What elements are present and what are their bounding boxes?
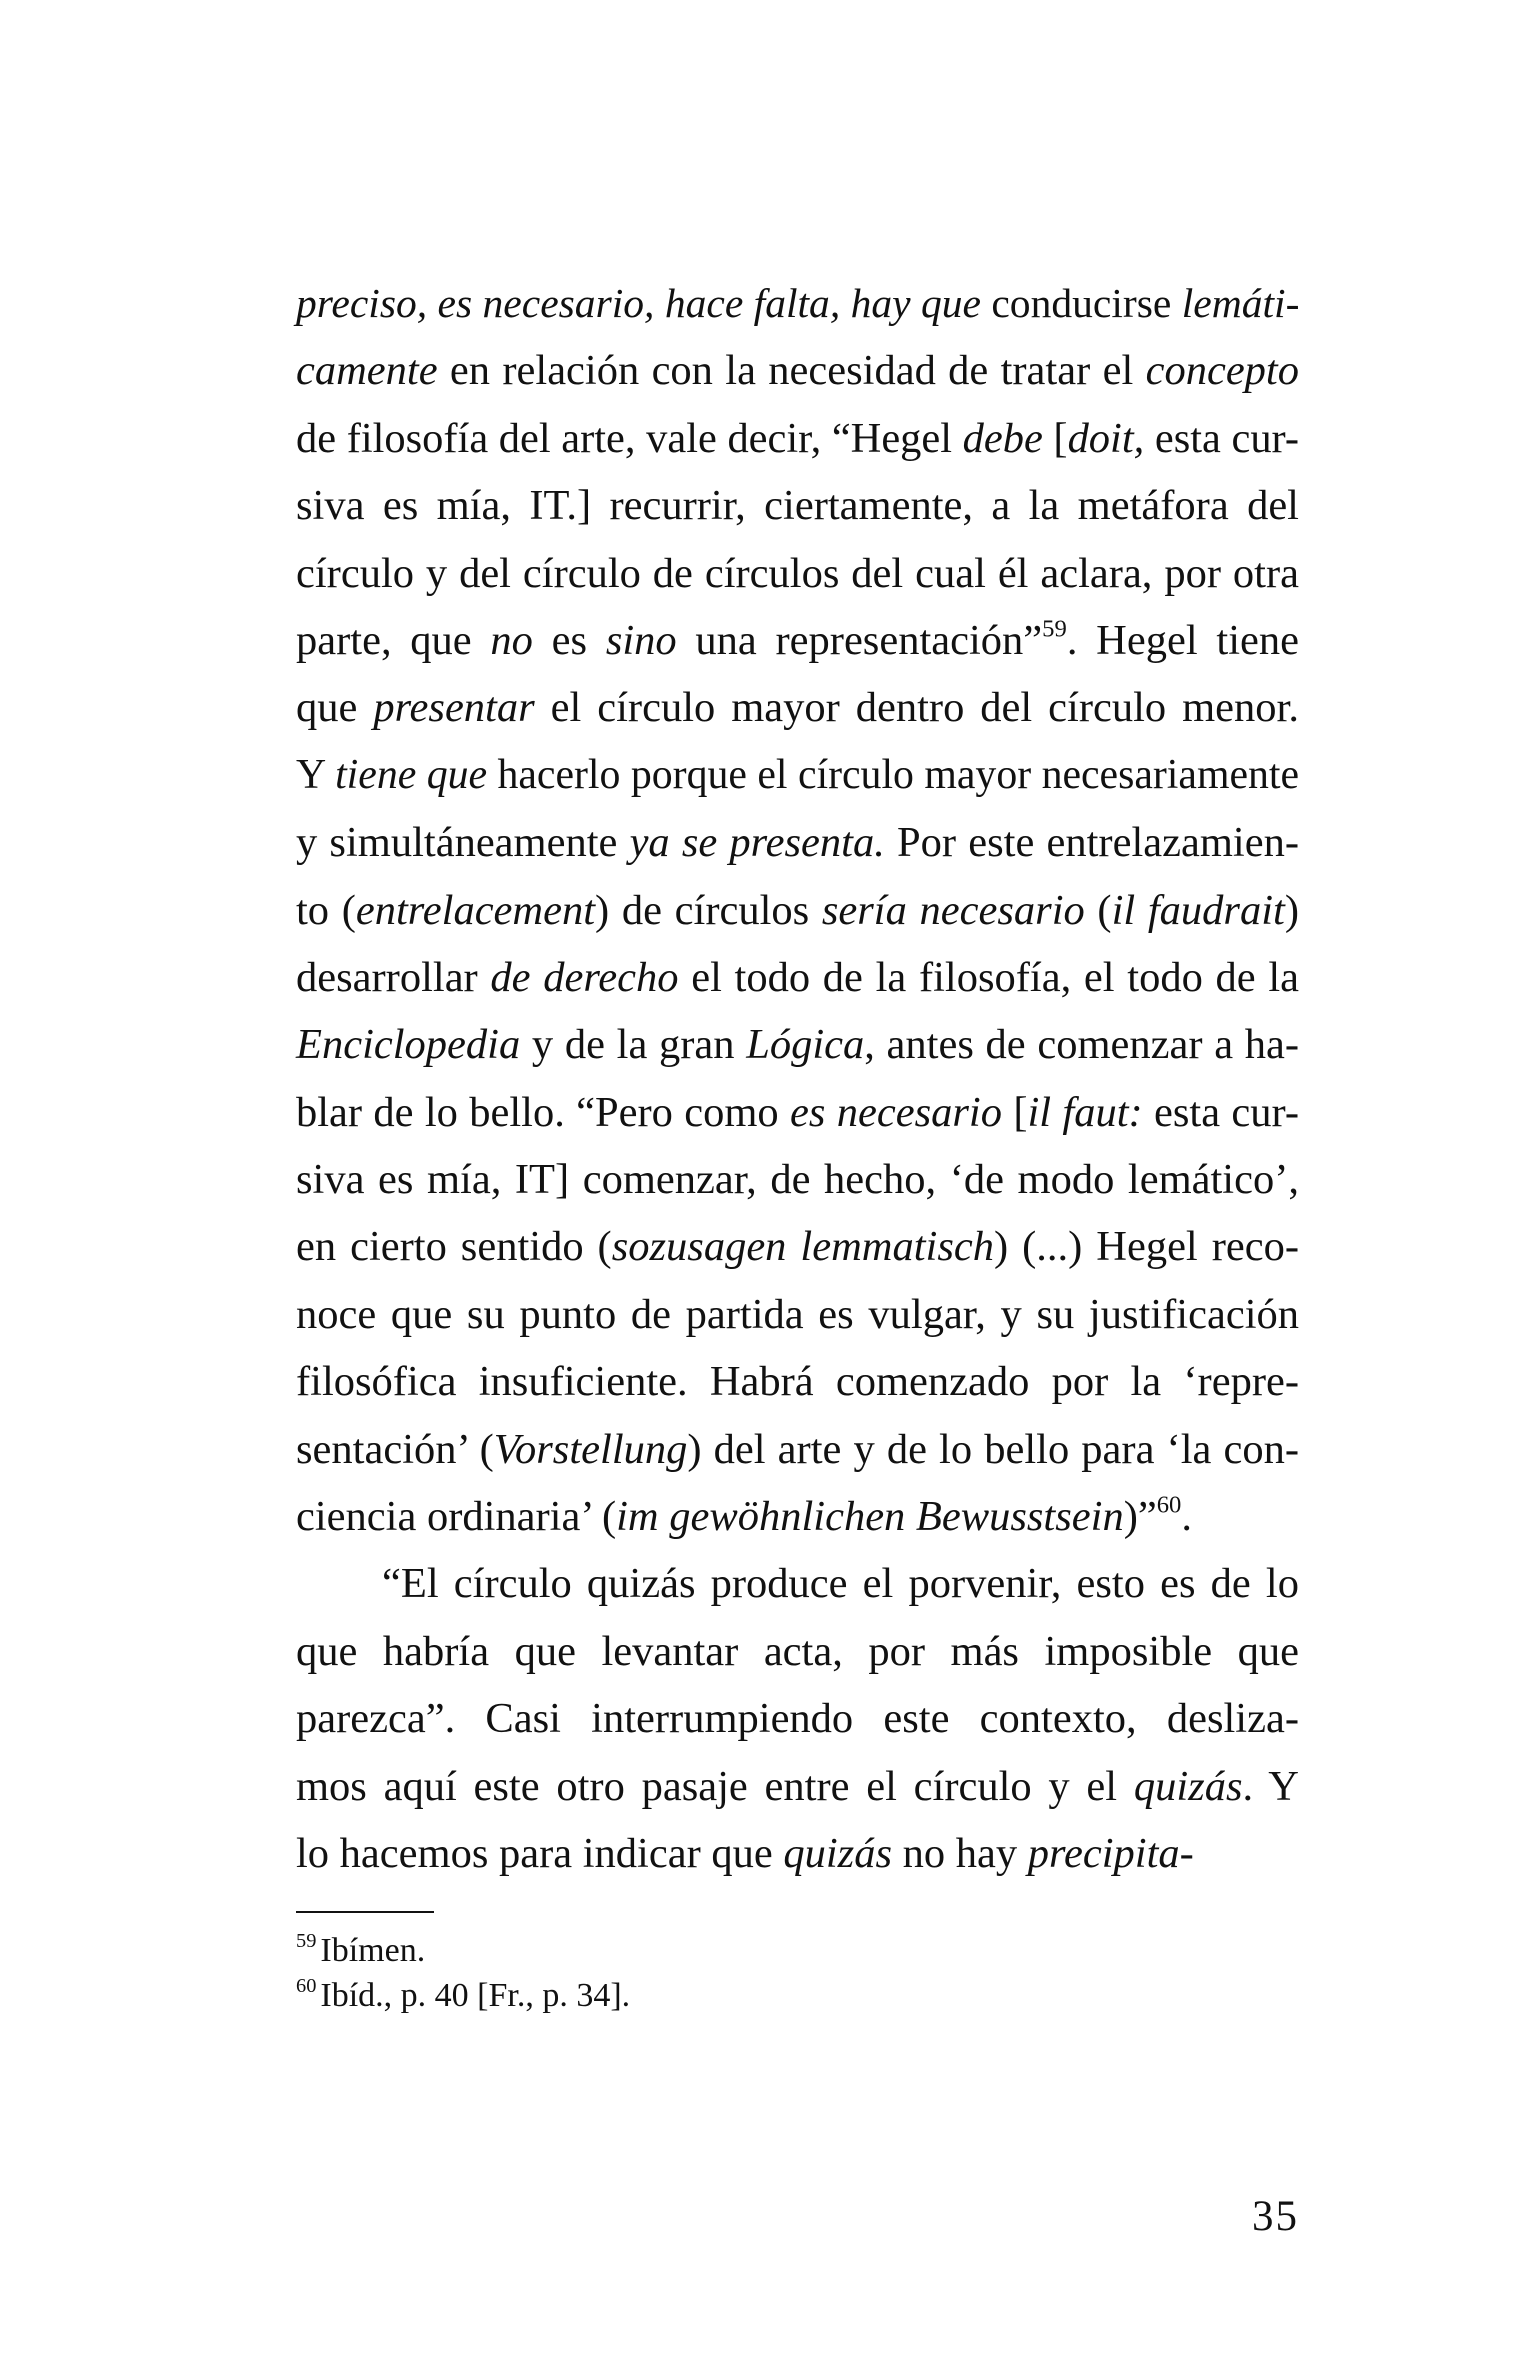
text-run: ) (...) Hegel reco- bbox=[993, 1223, 1299, 1271]
text-run: el todo de la filosofía, el todo de la bbox=[678, 953, 1299, 1001]
italic-text: precipita- bbox=[1027, 1829, 1194, 1877]
text-run: blar de lo bello. “Pero como bbox=[296, 1088, 791, 1136]
text-run: y de la gran bbox=[520, 1021, 747, 1069]
text-run: ) de círculos bbox=[595, 886, 822, 934]
footnotes bbox=[296, 1928, 1299, 2018]
footnote-number: 59 bbox=[296, 1930, 317, 1953]
footnote-text: Ibímen. bbox=[320, 1932, 426, 1969]
text-line bbox=[296, 944, 1299, 1011]
text-run: noce que su punto de partida es vulgar, y su justificación bbox=[296, 1290, 1299, 1338]
text-run: lo hacemos para indicar que bbox=[296, 1829, 784, 1877]
text-line bbox=[296, 1820, 1299, 1887]
text-line bbox=[296, 1483, 1299, 1550]
italic-text: concepto bbox=[1145, 347, 1299, 395]
italic-text: de derecho bbox=[490, 953, 679, 1001]
footnote-separator bbox=[296, 1911, 434, 1913]
text-run: filosófica insuficiente. Habrá comenzado por la ‘repre- bbox=[296, 1358, 1299, 1406]
italic-text: entrelacement bbox=[355, 886, 596, 934]
text-run: [ bbox=[1042, 414, 1068, 462]
text-run: sentación’ ( bbox=[296, 1425, 494, 1473]
text-run: ( bbox=[1084, 886, 1112, 934]
text-line bbox=[296, 1213, 1299, 1280]
italic-text: sería necesario bbox=[821, 886, 1085, 934]
italic-text: quizás bbox=[1133, 1762, 1243, 1810]
text-run: [ bbox=[1001, 1088, 1028, 1136]
text-line bbox=[296, 809, 1299, 876]
italic-text: quizás bbox=[783, 1829, 893, 1877]
text-run: ciencia ordinaria’ ( bbox=[296, 1493, 617, 1541]
text-run: ) bbox=[1284, 886, 1299, 934]
text-line bbox=[296, 472, 1299, 539]
text-line bbox=[296, 1753, 1299, 1820]
italic-text: sozusagen lemmatisch bbox=[611, 1223, 994, 1271]
text-run: Por este entrelazamien- bbox=[884, 819, 1299, 867]
text-run: el círculo mayor dentro del círculo menor. bbox=[534, 684, 1299, 732]
text-line bbox=[296, 270, 1299, 337]
text-run: que bbox=[296, 684, 374, 732]
text-run: mos aquí este otro pasaje entre el círculo y el bbox=[296, 1762, 1134, 1810]
italic-text: ya se presenta. bbox=[629, 819, 885, 867]
text-line bbox=[296, 742, 1299, 809]
text-line bbox=[296, 1550, 1299, 1617]
text-run: en relación con la necesidad de tratar el bbox=[437, 347, 1146, 395]
text-run: Y bbox=[296, 751, 336, 798]
italic-text: es necesario bbox=[790, 1088, 1002, 1136]
text-run: conducirse bbox=[980, 280, 1182, 326]
text-run: en cierto sentido ( bbox=[296, 1223, 612, 1271]
text-line bbox=[296, 607, 1299, 674]
italic-text: lemáti- bbox=[1181, 280, 1300, 326]
text-run: y simultáneamente bbox=[296, 819, 630, 867]
italic-text: Enciclopedia bbox=[296, 1021, 521, 1069]
text-run: esta cur- bbox=[1142, 1088, 1299, 1136]
text-line bbox=[296, 1416, 1299, 1483]
text-line bbox=[296, 1281, 1299, 1348]
italic-text: Lógica bbox=[746, 1021, 865, 1069]
italic-text: il faudrait bbox=[1111, 886, 1285, 934]
text-run: parte, que bbox=[296, 616, 491, 664]
text-run: . Y bbox=[1242, 1762, 1299, 1810]
italic-text: sino bbox=[605, 616, 677, 664]
text-line bbox=[296, 540, 1299, 607]
italic-text: debe bbox=[962, 414, 1043, 462]
italic-text: preciso, es necesario, hace falta, hay que bbox=[296, 280, 981, 326]
text-line bbox=[296, 877, 1299, 944]
text-run: siva es mía, IT.] recurrir, ciertamente, a la metáfora del bbox=[296, 482, 1299, 530]
text-line bbox=[296, 1348, 1299, 1415]
text-line bbox=[296, 1079, 1299, 1146]
footnote-reference: 59 bbox=[1042, 615, 1067, 643]
text-run: que habría que levantar acta, por más imposible que bbox=[296, 1627, 1299, 1675]
text-run: parezca”. Casi interrumpiendo este contexto, desliza- bbox=[296, 1695, 1299, 1743]
italic-text: camente bbox=[296, 347, 438, 395]
text-run: de filosofía del arte, vale decir, “Hegel bbox=[296, 414, 963, 462]
page-number: 35 bbox=[1252, 2193, 1299, 2240]
italic-text: tiene que bbox=[335, 751, 488, 798]
footnote-text: Ibíd., p. 40 [Fr., p. 34]. bbox=[320, 1977, 631, 2014]
footnote-reference: 60 bbox=[1156, 1491, 1182, 1519]
text-run: círculo y del círculo de círculos del cual él aclara, por otra bbox=[296, 549, 1299, 597]
italic-text: presentar bbox=[373, 684, 535, 732]
body-text bbox=[296, 270, 1299, 1887]
italic-text: il faut: bbox=[1027, 1088, 1143, 1136]
footnote bbox=[296, 1973, 1299, 2018]
text-run: ) del arte y de lo bello para ‘la con- bbox=[687, 1425, 1299, 1473]
text-line bbox=[296, 1146, 1299, 1213]
text-run: . Hegel tiene bbox=[1066, 616, 1299, 664]
footnote-number: 60 bbox=[296, 1975, 317, 1998]
text-run: es bbox=[532, 616, 606, 664]
text-run: . bbox=[1181, 1493, 1192, 1541]
text-run: , antes de comenzar a ha- bbox=[864, 1021, 1299, 1069]
text-line bbox=[296, 1685, 1299, 1752]
text-line bbox=[296, 405, 1299, 472]
italic-text: doit, bbox=[1067, 414, 1145, 462]
text-run: no hay bbox=[892, 1829, 1028, 1877]
text-run: “El círculo quizás produce el porvenir, esto es de lo bbox=[382, 1560, 1299, 1608]
text-run: siva es mía, IT] comenzar, de hecho, ‘de modo lemático’, bbox=[296, 1156, 1299, 1204]
text-line bbox=[296, 1618, 1299, 1685]
text-line bbox=[296, 674, 1299, 741]
text-line bbox=[296, 1011, 1299, 1078]
text-run: )” bbox=[1123, 1493, 1157, 1541]
footnote bbox=[296, 1928, 1299, 1973]
text-run: desarrollar bbox=[296, 953, 491, 1001]
text-run: una representación” bbox=[676, 616, 1043, 664]
text-run: esta cur- bbox=[1144, 414, 1299, 462]
text-line bbox=[296, 337, 1299, 404]
text-run: hacerlo porque el círculo mayor necesariamente bbox=[487, 751, 1300, 798]
text-run: to ( bbox=[296, 886, 356, 934]
italic-text: im gewöhnlichen Bewusstsein bbox=[616, 1493, 1124, 1541]
italic-text: no bbox=[490, 616, 533, 664]
italic-text: Vorstellung bbox=[493, 1425, 688, 1473]
